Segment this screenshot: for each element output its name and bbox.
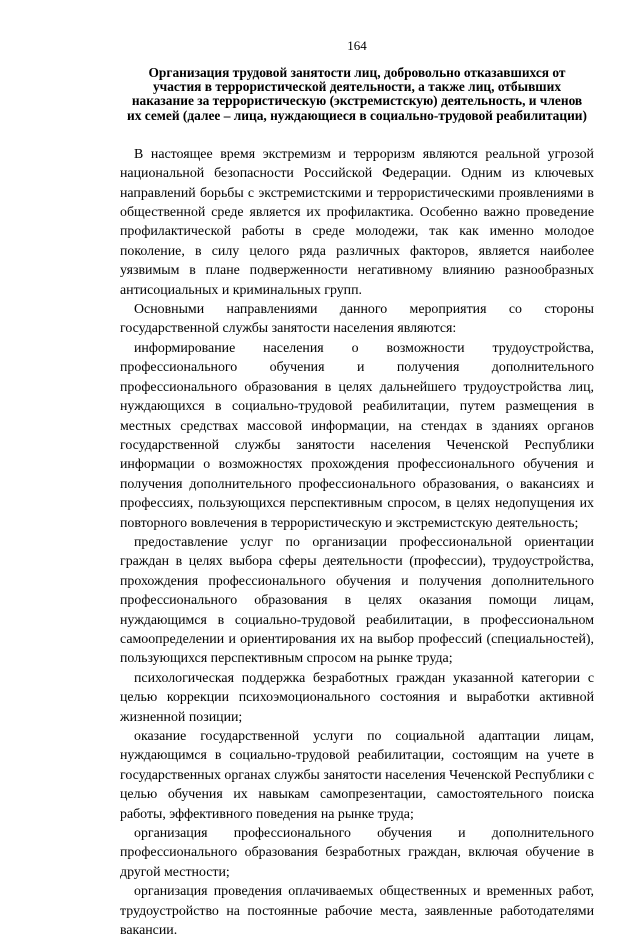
page-number: 164 bbox=[347, 38, 367, 53]
document-body bbox=[120, 145, 594, 940]
body-paragraph: психологическая поддержка безработных граждан указанной категории с целью коррекции психоэмоционального состояния и выработки активной жизненной позиции; bbox=[120, 670, 594, 725]
document-title: Организация трудовой занятости лиц, добровольно отказавшихся от участия в террористической деятельности, а также лиц, отбывших наказание за террористическую (экстремистскую) деятельность, и членов их семей (далее – лица, нуждающиеся в социально-трудовой реабилитации) bbox=[126, 65, 587, 123]
body-paragraph: оказание государственной услуги по социальной адаптации лицам, нуждающимся в социально-трудовой реабилитации, состоящим на учете в государственных органах службы занятости населения Чеченской Республики с целью обучения их навыкам самопрезентации, самостоятельного поиска работы, эффективного поведения на рынке труда; bbox=[120, 729, 594, 822]
body-paragraph: Основными направлениями данного мероприятия со стороны государственной службы занятости населения являются: bbox=[120, 302, 594, 337]
body-paragraph: организация проведения оплачиваемых общественных и временных работ, трудоустройство на постоянные рабочие места, заявленные работодателями вакансии. bbox=[120, 884, 594, 939]
body-paragraph: предоставление услуг по организации профессиональной ориентации граждан в целях выбора сферы деятельности (профессии), трудоустройства, прохождения профессионального обучения и получения дополнительного профессионального образования в целях оказания помощи лицам, нуждающимся в социально-трудовой реабилитации, в профессиональном самоопределении и ориентирования их на выбор профессий (специальностей), пользующихся перспективным спросом на рынке труда; bbox=[120, 534, 594, 667]
body-paragraph: В настоящее время экстремизм и терроризм являются реальной угрозой национальной безопасности Российской Федерации. Одним из ключевых направлений борьбы с экстремистскими и террористическими проявлениями в общественной среде является их профилактика. Особенно важно проведение профилактической работы в среде молодежи, так как именно молодое поколение, в силу целого ряда различных факторов, является наиболее уязвимым в плане подверженности негативному влиянию разнообразных антисоциальных и криминальных групп. bbox=[120, 146, 594, 298]
body-paragraph: информирование населения о возможности трудоустройства, профессионального обучения и получения дополнительного профессионального образования в целях дальнейшего трудоустройства лиц, нуждающихся в социально-трудовой реабилитации, путем размещения в местных средствах массовой информации, на стендах в зданиях органов государственной службы занятости населения Чеченской Республики информации о возможностях прохождения профессионального обучения и получения дополнительного профессионального образования, о вакансиях и профессиях, пользующихся перспективным спросом, в целях недопущения их повторного вовлечения в террористическую и экстремистскую деятельность; bbox=[120, 340, 594, 531]
body-paragraph: организация профессионального обучения и дополнительного профессионального образования безработных граждан, включая обучение в другой местности; bbox=[120, 826, 594, 880]
